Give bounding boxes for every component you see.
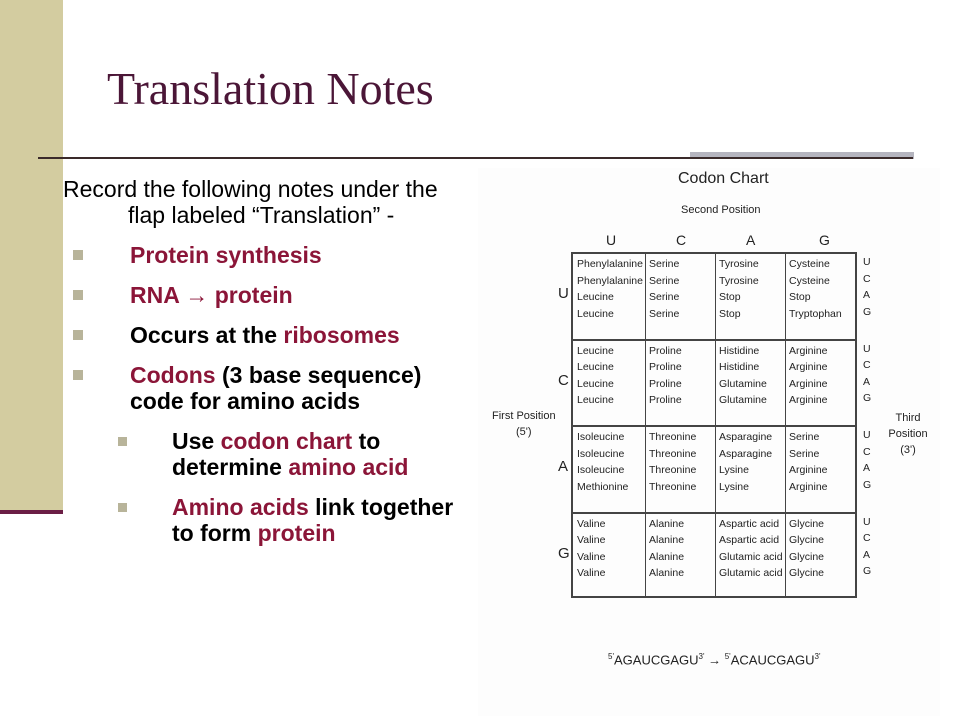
sub-bullet-part: Use xyxy=(172,428,221,454)
row-header: G xyxy=(558,544,570,562)
amino-acid-label: Glutamic acid xyxy=(719,567,783,579)
amino-acid-label: Serine xyxy=(649,307,680,320)
seq-prime3-left: 3' xyxy=(698,652,705,661)
amino-acid-label: Tryptophan xyxy=(789,307,842,320)
sub-bullet-part: Amino acids xyxy=(172,494,309,520)
amino-acid-label: Glycine xyxy=(789,517,825,530)
amino-acid-label: Stop xyxy=(789,291,811,303)
third-position-letters xyxy=(863,514,871,580)
amino-acid-label: Valine xyxy=(577,534,606,546)
amino-acid-label: Histidine xyxy=(719,344,760,357)
amino-acid-label: Cysteine xyxy=(789,274,830,287)
amino-acid-label: Leucine xyxy=(577,377,614,390)
bullet-item xyxy=(63,282,473,308)
amino-acid-label: Leucine xyxy=(577,307,614,320)
sub-bullet-part: amino acid xyxy=(288,454,409,480)
amino-acid-label: Arginine xyxy=(789,361,828,373)
third-position-letter: G xyxy=(863,392,872,404)
amino-acid-label: Isoleucine xyxy=(577,464,625,476)
amino-acid-label: Threonine xyxy=(649,447,697,460)
amino-acid-label: Proline xyxy=(649,361,682,373)
codon-cell xyxy=(577,429,628,495)
amino-acid-label: Proline xyxy=(649,377,682,390)
third-position-letter: U xyxy=(863,342,871,355)
codon-cell xyxy=(789,429,828,495)
intro-text: Record the following notes under the flap labeled “Translation” - xyxy=(63,176,438,228)
amino-acid-label: Glycine xyxy=(789,567,825,579)
amino-acid-label: Asparagine xyxy=(719,447,773,460)
amino-acid-label: Arginine xyxy=(789,480,828,493)
amino-acid-label: Tyrosine xyxy=(719,258,759,270)
codon-cell xyxy=(719,343,767,409)
amino-acid-label: Proline xyxy=(649,344,682,357)
seq-right: ACAUCGAGU xyxy=(730,652,815,668)
third-position-letters xyxy=(863,254,871,320)
amino-acid-label: Histidine xyxy=(719,361,760,373)
third-position-label xyxy=(876,410,940,458)
amino-acid-label: Methionine xyxy=(577,480,629,493)
amino-acid-label: Leucine xyxy=(577,394,614,406)
bullet-item xyxy=(63,362,473,414)
third-position-letters xyxy=(863,427,871,493)
third-position-letter: U xyxy=(863,429,871,441)
seq-prime5-left: 5' xyxy=(608,652,614,661)
amino-acid-label: Alanine xyxy=(649,534,685,546)
bullet-part: (3 base sequence) code for amino acids xyxy=(130,362,422,414)
sub-bullet-part: protein xyxy=(257,520,336,546)
amino-acid-label: Serine xyxy=(649,291,680,303)
codon-cell xyxy=(649,516,684,582)
second-position-label: Second Position xyxy=(681,204,761,216)
amino-acid-label: Leucine xyxy=(577,291,614,303)
third-position-letter: A xyxy=(863,375,871,388)
left-decor-accent xyxy=(0,510,63,514)
codon-cell xyxy=(577,516,605,582)
amino-acid-label: Lysine xyxy=(719,480,749,493)
amino-acid-label: Isoleucine xyxy=(577,431,625,443)
third-position-letter: C xyxy=(863,272,871,285)
amino-acid-label: Arginine xyxy=(789,377,828,390)
codon-cell xyxy=(789,516,824,582)
third-position-letter: C xyxy=(863,445,871,458)
third-position-letter: G xyxy=(863,565,872,577)
row-header: C xyxy=(558,371,569,389)
amino-acid-label: Asparagine xyxy=(719,431,773,443)
third-position-letter: U xyxy=(863,515,871,528)
codon-cell xyxy=(789,343,828,409)
amino-acid-label: Alanine xyxy=(649,550,685,563)
amino-acid-label: Valine xyxy=(577,550,606,563)
amino-acid-label: Serine xyxy=(649,274,680,287)
notes-content xyxy=(63,176,473,546)
row-header: U xyxy=(558,285,569,303)
sub-bullet-part: to determine xyxy=(172,428,381,480)
amino-acid-label: Stop xyxy=(719,307,741,320)
sub-bullet-part: codon chart xyxy=(220,428,353,454)
codon-chart xyxy=(478,168,940,716)
amino-acid-label: Threonine xyxy=(649,480,697,493)
third-position-letter: G xyxy=(863,305,872,318)
amino-acid-label: Leucine xyxy=(577,361,614,373)
amino-acid-label: Arginine xyxy=(789,394,828,406)
amino-acid-label: Glycine xyxy=(789,550,825,563)
third-position-sub: (3') xyxy=(900,444,916,456)
amino-acid-label: Stop xyxy=(719,291,741,303)
amino-acid-label: Serine xyxy=(649,258,680,270)
bullet-square-icon xyxy=(73,330,83,340)
grid-divider xyxy=(573,339,855,341)
amino-acid-label: Proline xyxy=(649,394,682,406)
bullet-item xyxy=(63,242,473,268)
bullet-part: Occurs at the xyxy=(130,322,284,348)
amino-acid-label: Aspartic acid xyxy=(719,534,780,546)
bullet-list xyxy=(63,242,473,546)
codon-cell xyxy=(649,429,696,495)
seq-prime5-right: 5' xyxy=(724,652,731,661)
codon-cell xyxy=(649,343,682,409)
codon-cell xyxy=(719,256,759,322)
seq-left: AGAUCGAGU xyxy=(613,652,699,668)
third-position-letter: U xyxy=(863,256,871,268)
column-header: C xyxy=(676,232,687,248)
seq-prime3-right: 3' xyxy=(814,652,821,661)
third-position-letter: A xyxy=(863,548,871,561)
grid-divider xyxy=(573,425,855,427)
amino-acid-label: Glycine xyxy=(789,534,825,546)
amino-acid-label: Threonine xyxy=(649,431,697,443)
grid-divider xyxy=(573,512,855,514)
bullet-square-icon xyxy=(118,503,127,512)
amino-acid-label: Aspartic acid xyxy=(719,517,780,530)
bullet-part: Codons xyxy=(130,362,216,388)
amino-acid-label: Glutamine xyxy=(719,394,767,406)
column-header: U xyxy=(606,232,617,248)
amino-acid-label: Serine xyxy=(789,447,820,460)
codon-cell xyxy=(577,343,614,409)
codon-cell xyxy=(649,256,679,322)
bullet-part: ribosomes xyxy=(283,322,400,348)
amino-acid-label: Serine xyxy=(789,431,820,443)
amino-acid-label: Tyrosine xyxy=(719,274,759,287)
row-header: A xyxy=(558,458,569,476)
third-position-letter: A xyxy=(863,289,871,301)
amino-acid-label: Alanine xyxy=(649,517,685,530)
amino-acid-label: Valine xyxy=(577,517,606,530)
column-header: G xyxy=(819,232,830,248)
sub-bullet-part: link together to form xyxy=(172,494,454,546)
codon-cell xyxy=(577,256,643,322)
amino-acid-label: Cysteine xyxy=(789,258,830,270)
amino-acid-label: Phenylalanine xyxy=(577,258,643,270)
third-position-letter: G xyxy=(863,478,872,491)
third-position-text: Third Position xyxy=(888,412,928,440)
amino-acid-label: Leucine xyxy=(577,344,614,357)
bullet-square-icon xyxy=(118,437,127,446)
codon-cell xyxy=(719,429,772,495)
slide-title: Translation Notes xyxy=(107,63,434,114)
third-position-letters xyxy=(863,341,871,407)
bullet-part: Protein synthesis xyxy=(130,242,322,268)
codon-cell xyxy=(789,256,842,322)
amino-acid-label: Arginine xyxy=(789,344,828,357)
sub-bullet-item xyxy=(63,494,473,546)
amino-acid-label: Lysine xyxy=(719,464,749,476)
bullet-part: RNA → protein xyxy=(130,282,293,308)
amino-acid-label: Isoleucine xyxy=(577,447,625,460)
amino-acid-label: Glutamine xyxy=(719,377,767,390)
bullet-square-icon xyxy=(73,250,83,260)
first-position-label xyxy=(492,408,556,440)
seq-arrow: → xyxy=(708,652,722,668)
third-position-letter: A xyxy=(863,462,871,474)
left-decor-bar xyxy=(0,0,63,510)
codon-grid xyxy=(571,252,857,598)
codon-chart-title: Codon Chart xyxy=(678,170,769,187)
third-position-letter: C xyxy=(863,359,871,371)
third-position-letter: C xyxy=(863,532,871,544)
codon-cell xyxy=(719,516,783,582)
sub-bullet-item xyxy=(63,428,473,480)
amino-acid-label: Phenylalanine xyxy=(577,274,643,287)
title-rule xyxy=(38,157,913,159)
amino-acid-label: Alanine xyxy=(649,567,685,579)
bullet-square-icon xyxy=(73,290,83,300)
first-position-text: First Position xyxy=(492,410,556,422)
bullet-item xyxy=(63,322,473,348)
first-position-sub: (5') xyxy=(516,426,532,438)
column-header: A xyxy=(746,232,756,248)
amino-acid-label: Valine xyxy=(577,567,606,579)
sequence-example xyxy=(608,652,821,667)
amino-acid-label: Arginine xyxy=(789,464,828,476)
bullet-square-icon xyxy=(73,370,83,380)
amino-acid-label: Glutamic acid xyxy=(719,550,783,563)
amino-acid-label: Threonine xyxy=(649,464,697,476)
